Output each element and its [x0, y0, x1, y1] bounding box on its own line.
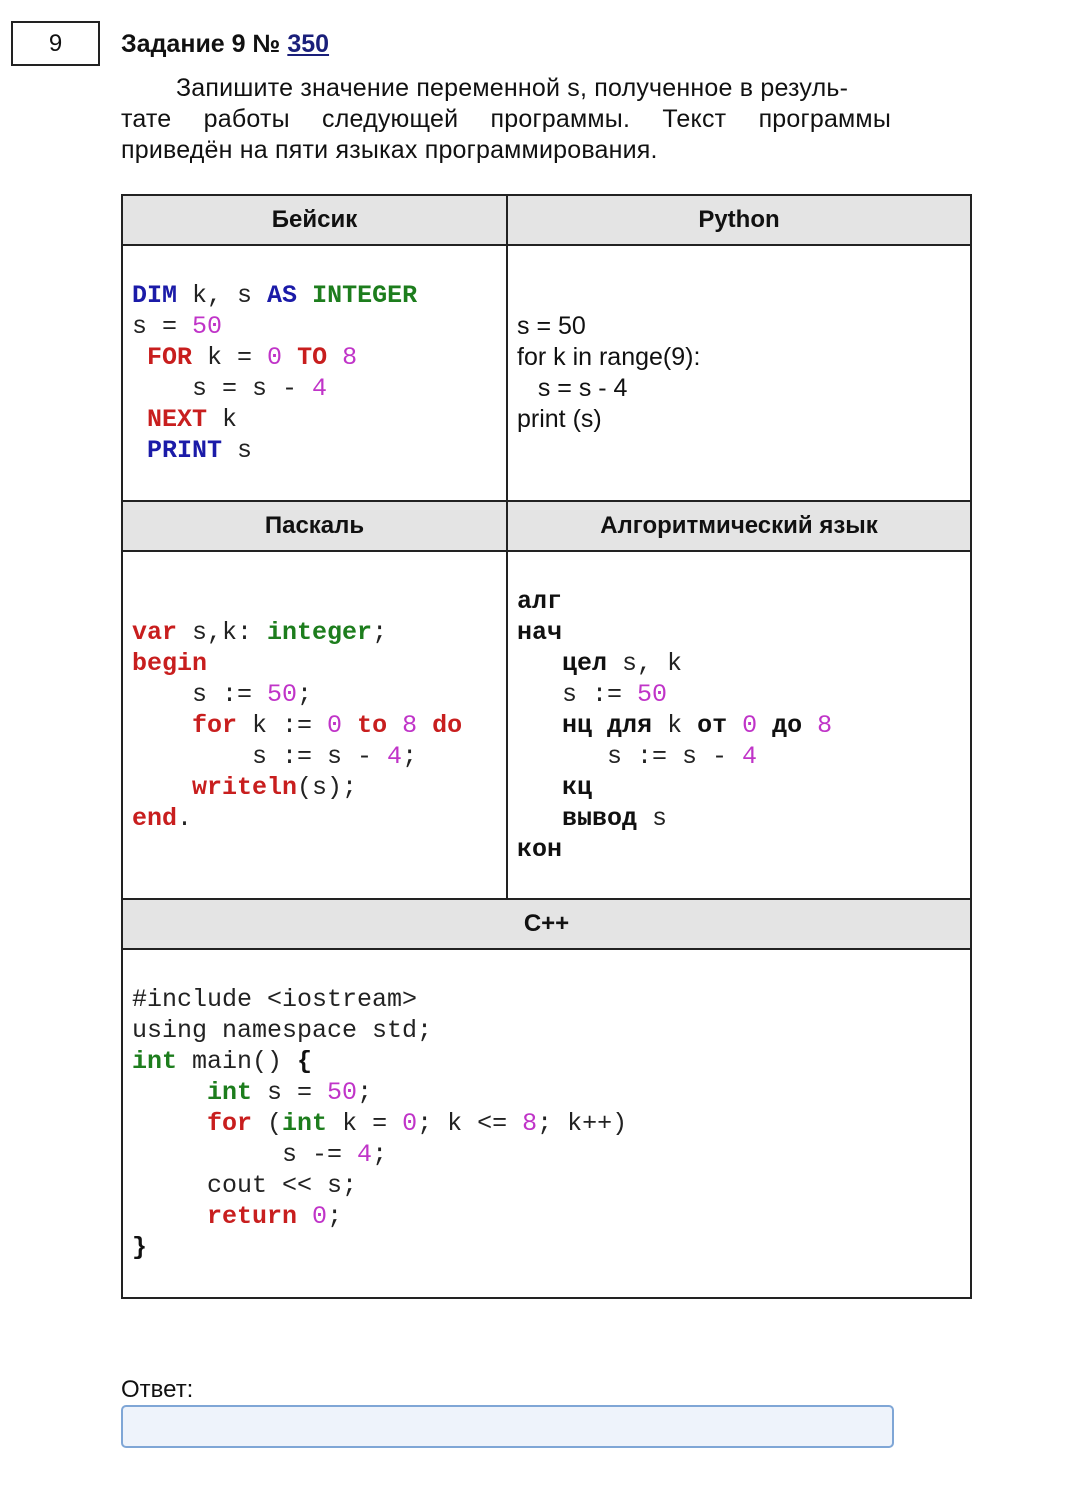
code-token: 8: [342, 343, 358, 372]
code-token: от: [697, 710, 728, 740]
code-token: s -=: [132, 1140, 358, 1169]
code-token: s: [222, 436, 253, 465]
code-token: 8: [817, 710, 833, 740]
code-token: [132, 436, 147, 465]
task-number: 9: [48, 29, 63, 57]
code-token: integer: [267, 617, 373, 647]
statement-line: приведён на пяти языках программирования.: [121, 136, 658, 164]
code-token: ;: [357, 1078, 373, 1107]
task-number-box: [11, 21, 100, 66]
code-token: int: [207, 1078, 253, 1107]
code-token: 8: [522, 1109, 538, 1138]
code-line: [132, 1171, 357, 1200]
code-token: [297, 1202, 312, 1231]
code-token: [132, 773, 192, 802]
code-basic: [123, 280, 506, 466]
code-token: [327, 343, 342, 372]
code-line: [132, 374, 327, 403]
code-token: int: [132, 1047, 178, 1076]
code-token: PRINT: [147, 436, 223, 465]
code-token: var: [132, 617, 178, 647]
code-token: {: [297, 1047, 313, 1076]
code-token: [132, 343, 147, 372]
code-token: s := s -: [517, 741, 743, 771]
header-algorithmic: Алгоритмический язык: [507, 501, 971, 551]
code-token: 8: [402, 710, 418, 740]
code-line: [132, 1016, 432, 1045]
code-line: [517, 680, 667, 709]
code-token: 50: [267, 679, 298, 709]
code-line: [132, 680, 312, 709]
code-token: k =: [192, 343, 268, 372]
code-cell-basic: [122, 245, 507, 501]
code-token: [132, 1109, 207, 1138]
code-token: s :=: [132, 679, 268, 709]
code-token: [387, 711, 402, 740]
code-python: [508, 311, 970, 435]
code-token: k: [207, 405, 238, 434]
code-line: [132, 1202, 342, 1231]
code-token: AS: [267, 281, 298, 310]
code-token: [282, 343, 297, 372]
code-token: нц: [562, 710, 593, 740]
code-token: 0: [402, 1109, 418, 1138]
code-line: [517, 835, 562, 864]
code-token: s = s -: [132, 374, 313, 403]
code-token: [132, 711, 192, 740]
code-token: 50: [192, 312, 223, 341]
code-line: [132, 1047, 312, 1076]
code-token: s =: [252, 1078, 328, 1107]
code-token: [517, 649, 562, 678]
code-token: for: [207, 1109, 253, 1138]
statement-line: Запишите значение переменной s, полученное в резуль-: [176, 74, 849, 102]
code-token: 4: [312, 374, 328, 403]
header-python: Python: [507, 195, 971, 245]
code-token: #include <iostream>: [132, 985, 418, 1014]
code-token: s := s -: [132, 741, 388, 771]
code-line: [132, 1078, 372, 1107]
code-token: кц: [562, 772, 593, 802]
code-token: using namespace std;: [132, 1016, 433, 1045]
code-token: 0: [267, 343, 283, 372]
code-line: [132, 436, 252, 465]
code-token: до: [772, 710, 803, 740]
code-token: [342, 711, 357, 740]
answer-label: Ответ:: [121, 1376, 194, 1403]
code-table: [121, 194, 972, 1299]
header-basic: Бейсик: [122, 195, 507, 245]
task-number-link[interactable]: 350: [287, 30, 330, 58]
code-token: алг: [517, 586, 563, 616]
code-token: writeln: [192, 772, 298, 802]
code-line: [517, 804, 667, 833]
code-token: s, k: [607, 648, 683, 678]
code-token: (: [252, 1109, 283, 1138]
code-line: [132, 618, 387, 647]
code-token: цел: [562, 648, 608, 678]
code-line: s = 50: [517, 312, 586, 340]
code-line: [517, 742, 757, 771]
code-token: 4: [742, 741, 758, 771]
code-token: [517, 804, 562, 833]
code-line: [132, 985, 417, 1014]
code-token: [727, 711, 742, 740]
code-line: [517, 649, 682, 678]
code-token: для: [607, 710, 653, 740]
code-line: [132, 1233, 147, 1262]
code-pascal: [123, 617, 506, 834]
code-line: print (s): [517, 405, 602, 433]
header-cpp: C++: [122, 899, 971, 949]
code-token: [757, 711, 772, 740]
code-token: end: [132, 803, 178, 833]
code-line: [132, 1109, 627, 1138]
code-token: кон: [517, 834, 563, 864]
code-token: s,k:: [177, 617, 268, 647]
code-token: 50: [637, 679, 668, 709]
code-line: [132, 742, 417, 771]
code-token: k :=: [237, 710, 328, 740]
code-cpp: [123, 984, 970, 1263]
answer-input[interactable]: [121, 1405, 894, 1448]
code-token: main(): [177, 1047, 298, 1076]
code-line: [132, 343, 357, 372]
code-token: 4: [387, 741, 403, 771]
code-token: do: [432, 710, 463, 740]
code-token: ; k++): [537, 1109, 628, 1138]
code-token: [132, 1202, 207, 1231]
code-token: for: [192, 710, 238, 740]
code-line: [517, 773, 592, 802]
code-line: [132, 804, 192, 833]
code-token: [297, 281, 312, 310]
code-token: [517, 773, 562, 802]
code-token: s =: [132, 312, 193, 341]
code-token: [132, 1078, 207, 1107]
code-token: 0: [312, 1202, 328, 1231]
code-token: to: [357, 710, 388, 740]
code-line: [132, 312, 222, 341]
code-line: [132, 711, 462, 740]
code-line: s = s - 4: [517, 374, 628, 402]
code-token: ;: [402, 741, 418, 771]
code-token: DIM: [132, 281, 178, 310]
code-token: ; k <=: [417, 1109, 523, 1138]
code-token: 0: [742, 710, 758, 740]
code-token: 0: [327, 710, 343, 740]
code-token: вывод: [562, 803, 638, 833]
task-title: [121, 30, 329, 59]
code-line: [517, 618, 562, 647]
code-line: [517, 711, 832, 740]
code-token: 4: [357, 1140, 373, 1169]
code-line: [132, 649, 207, 678]
code-token: [802, 711, 817, 740]
code-token: k: [652, 710, 698, 740]
code-token: INTEGER: [312, 281, 418, 310]
code-token: [417, 711, 432, 740]
code-token: нач: [517, 617, 563, 647]
statement-line: тате работы следующей программы. Текст программы: [121, 105, 891, 133]
code-token: 50: [327, 1078, 358, 1107]
code-line: [132, 405, 237, 434]
task-title-prefix: Задание 9 №: [121, 30, 288, 58]
code-token: FOR: [147, 343, 193, 372]
code-line: [132, 773, 357, 802]
code-token: begin: [132, 648, 208, 678]
code-line: [132, 281, 417, 310]
code-token: ;: [297, 679, 313, 709]
code-token: }: [132, 1233, 148, 1262]
code-line: [132, 1140, 387, 1169]
code-token: NEXT: [147, 405, 208, 434]
code-token: cout << s;: [132, 1171, 358, 1200]
code-token: [517, 711, 562, 740]
code-token: int: [282, 1109, 328, 1138]
code-token: [592, 711, 607, 740]
code-token: TO: [297, 343, 328, 372]
code-token: k, s: [177, 281, 268, 310]
code-cell-algorithmic: [507, 551, 971, 899]
code-token: [132, 405, 147, 434]
code-cell-pascal: [122, 551, 507, 899]
code-cell-python: [507, 245, 971, 501]
code-line: for k in range(9):: [517, 343, 701, 371]
code-cell-cpp: [122, 949, 971, 1298]
task-statement: [121, 73, 891, 166]
code-token: ;: [372, 1140, 388, 1169]
code-token: ;: [327, 1202, 343, 1231]
header-pascal: Паскаль: [122, 501, 507, 551]
code-algorithmic: [508, 586, 970, 865]
code-token: s: [637, 803, 668, 833]
code-token: s :=: [517, 679, 638, 709]
code-token: ;: [372, 617, 388, 647]
code-line: [517, 587, 562, 616]
code-token: return: [207, 1202, 298, 1231]
code-token: (s);: [297, 772, 358, 802]
code-token: .: [177, 803, 193, 833]
code-token: k =: [327, 1109, 403, 1138]
